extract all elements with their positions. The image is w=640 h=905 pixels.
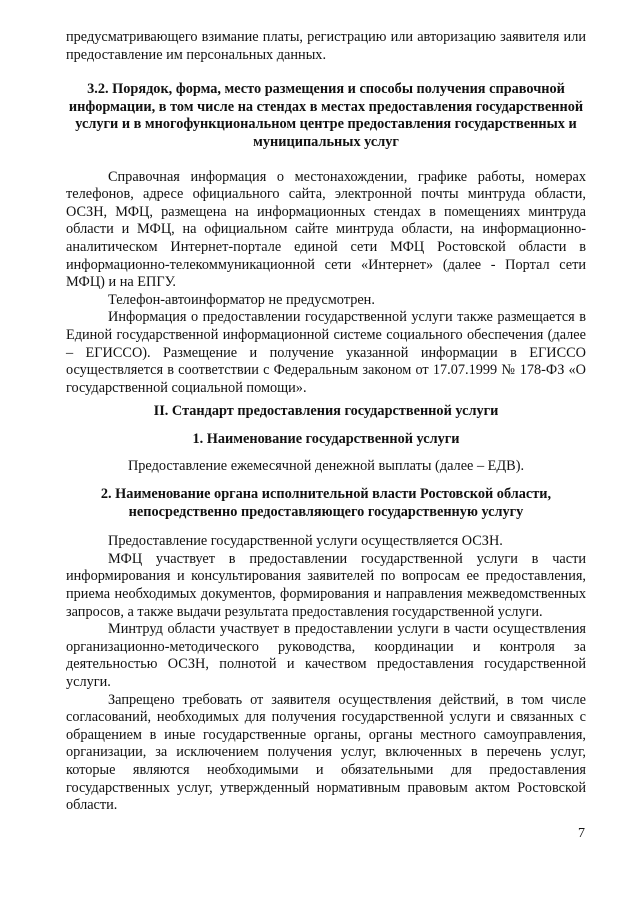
- subsection-1-heading: 1. Наименование государственной услуги: [192, 430, 460, 447]
- mfc-participation-paragraph: МФЦ участвует в предоставлении государственной услуги в части информирования и консультирования заявителей по вопросам ее предоставления, приема необходимых документов, формирования и направления межведомственных запросов, а также выдачи результата предоставления государственной услуги.: [66, 550, 586, 620]
- provided-by-paragraph: Предоставление государственной услуги осуществляется ОСЗН.: [108, 533, 503, 550]
- section-3-2-heading: 3.2. Порядок, форма, место размещения и способы получения справочной информации, в том числе на стендах в местах предоставления государственной услуги и в многофункциональном центре предоставления государственных и муниципальных услуг: [68, 81, 584, 150]
- autoinformer-paragraph: Телефон-автоинформатор не предусмотрен.: [108, 291, 375, 308]
- subsection-2-heading: 2. Наименование органа исполнительной власти Ростовской области, непосредственно предоставляющего государственную услугу: [100, 486, 552, 520]
- document-page: [66, 29, 586, 815]
- intro-paragraph: предусматривающего взимание платы, регистрацию или авторизацию заявителя или предоставление им персональных данных.: [66, 29, 586, 63]
- mintrud-participation-paragraph: Минтруд области участвует в предоставлении услуги в части осуществления организационно-методического руководства, координации и контроля за деятельностью ОСЗН, полнотой и качеством предоставления государственной услуги.: [66, 621, 586, 690]
- section-II-heading: II. Стандарт предоставления государственной услуги: [153, 403, 499, 420]
- prohibition-paragraph: Запрещено требовать от заявителя осуществления действий, в том числе согласований, необходимых для получения государственной услуги и связанных с обращением в иные государственные органы, органы местного самоуправления, организации, за исключением получения услуг, включенных в перечень услуг, которые являются необходимыми и обязательными для предоставления государственных услуг, утвержденный нормативным правовым актом Ростовской области.: [66, 691, 586, 814]
- info-paragraph: Справочная информация о местонахождении, графике работы, номерах телефонов, адресе официального сайта, электронной почты минтруда области, ОСЗН, МФЦ, размещена на информационных стендах в помещениях минтруда области и МФЦ, на официальном сайте минтруда области, на информационно-аналитическом Интернет-портале единой сети МФЦ Ростовской области в информационно-телекоммуникационной сети «Интернет» (далее - Портал сети МФЦ) и на ЕПГУ.: [66, 168, 586, 291]
- egisso-paragraph: Информация о предоставлении государственной услуги также размещается в Единой государственной информационной системе социального обеспечения (далее – ЕГИССО). Размещение и получение указанной информации в ЕГИССО осуществляется в соответствии с Федеральным законом от 17.07.1999 № 178-ФЗ «О государственной социальной помощи».: [66, 309, 586, 396]
- page-number: 7: [578, 826, 585, 841]
- service-name: Предоставление ежемесячной денежной выплаты (далее – ЕДВ).: [127, 458, 525, 475]
